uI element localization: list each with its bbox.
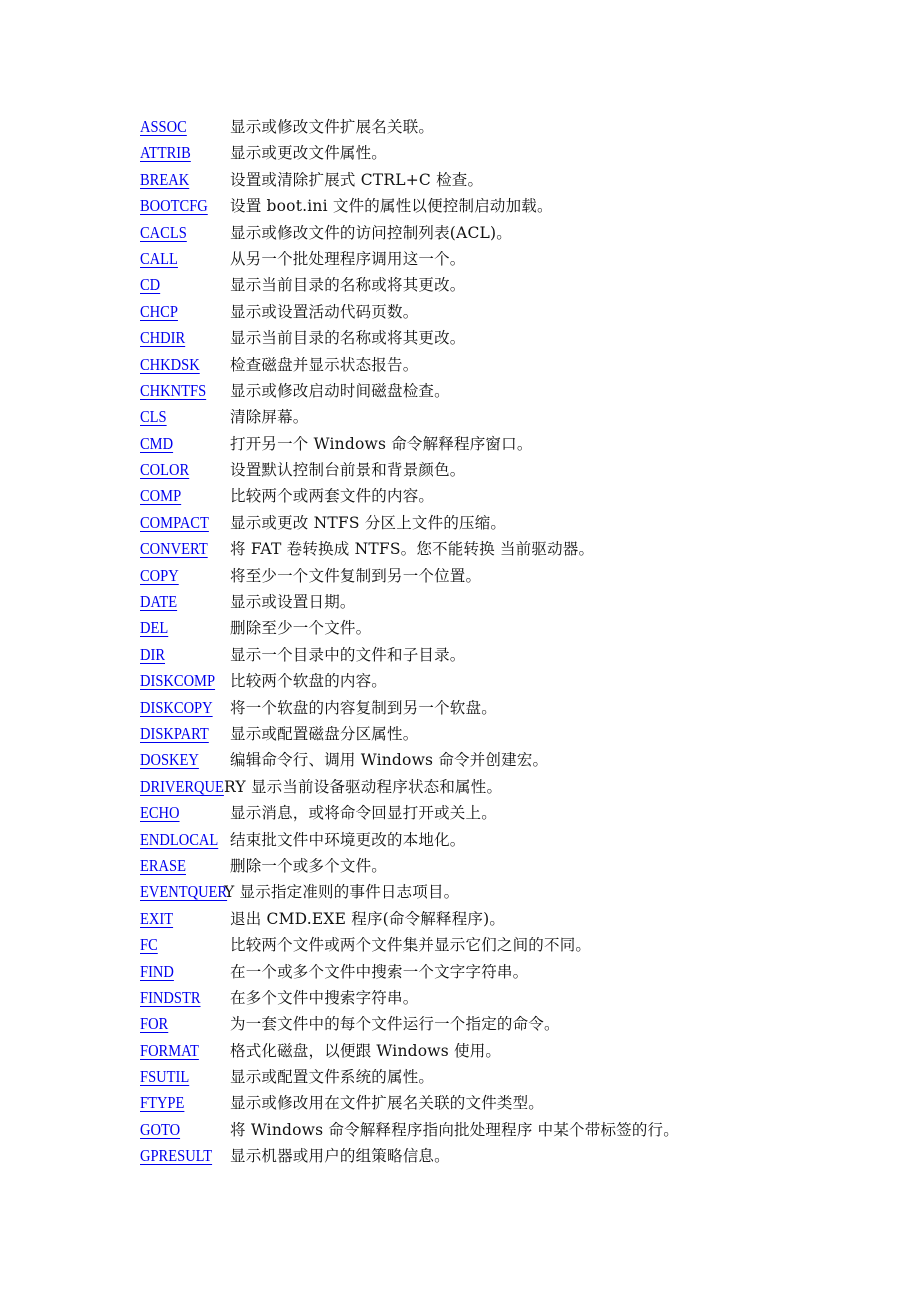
- command-description: 编辑命令行、调用 Windows 命令并创建宏。: [230, 751, 549, 770]
- command-row: [140, 747, 880, 773]
- command-row: [140, 853, 880, 879]
- command-link-comp[interactable]: COMP: [140, 486, 182, 506]
- command-row: [140, 906, 880, 932]
- command-link-assoc[interactable]: ASSOC: [140, 117, 187, 136]
- command-link-del[interactable]: DEL: [140, 618, 169, 638]
- command-link-cd[interactable]: CD: [140, 275, 161, 295]
- command-description: 比较两个文件或两个文件集并显示它们之间的不同。: [230, 936, 592, 955]
- command-link-diskcopy[interactable]: DISKCOPY: [140, 697, 213, 717]
- command-link-dir[interactable]: DIR: [140, 644, 166, 664]
- command-description: RY 显示当前设备驱动程序状态和属性。: [224, 777, 503, 796]
- command-description: 显示机器或用户的组策略信息。: [230, 1147, 450, 1166]
- command-link-fc[interactable]: FC: [140, 935, 158, 955]
- command-description: 显示或配置磁盘分区属性。: [230, 724, 419, 743]
- command-row: [140, 774, 880, 800]
- command-description: 设置或清除扩展式 CTRL+C 检查。: [230, 170, 484, 189]
- command-row: [140, 457, 880, 483]
- command-description: 显示当前目录的名称或将其更改。: [230, 276, 466, 295]
- command-link-attrib[interactable]: ATTRIB: [140, 143, 191, 163]
- command-link-bootcfg[interactable]: BOOTCFG: [140, 196, 208, 216]
- command-row: [140, 299, 880, 325]
- command-description: 结束批文件中环境更改的本地化。: [230, 830, 466, 849]
- command-description: 为一套文件中的每个文件运行一个指定的命令。: [230, 1015, 560, 1034]
- command-description: 在一个或多个文件中搜索一个文字字符串。: [230, 962, 529, 981]
- command-description: 清除屏幕。: [230, 408, 309, 427]
- command-link-exit[interactable]: EXIT: [140, 908, 174, 928]
- command-description: 在多个文件中搜索字符串。: [230, 988, 419, 1007]
- command-row: [140, 668, 880, 694]
- command-link-chcp[interactable]: CHCP: [140, 301, 178, 321]
- command-link-eventquer[interactable]: EVENTQUER: [140, 882, 228, 902]
- command-link-cacls[interactable]: CACLS: [140, 222, 187, 242]
- command-row: [140, 510, 880, 536]
- command-link-diskcomp[interactable]: DISKCOMP: [140, 671, 216, 691]
- command-row: [140, 615, 880, 641]
- command-row: [140, 193, 880, 219]
- command-description: Y 显示指定准则的事件日志项目。: [224, 883, 460, 902]
- command-row: [140, 1064, 880, 1090]
- command-row: [140, 985, 880, 1011]
- command-row: [140, 959, 880, 985]
- command-description: 显示一个目录中的文件和子目录。: [230, 645, 466, 664]
- command-description: 显示或修改文件的访问控制列表(ACL)。: [230, 223, 512, 242]
- command-description: 将 Windows 命令解释程序指向批处理程序 中某个带标签的行。: [230, 1120, 679, 1139]
- command-link-color[interactable]: COLOR: [140, 460, 190, 480]
- command-row: [140, 1143, 880, 1169]
- command-link-chkdsk[interactable]: CHKDSK: [140, 354, 200, 374]
- command-link-compact[interactable]: COMPACT: [140, 512, 209, 532]
- command-description: 设置 boot.ini 文件的属性以便控制启动加载。: [230, 197, 553, 216]
- command-description: 显示或设置日期。: [230, 593, 356, 612]
- command-link-convert[interactable]: CONVERT: [140, 539, 208, 559]
- command-link-copy[interactable]: COPY: [140, 565, 179, 585]
- command-row: [140, 246, 880, 272]
- command-description: 将至少一个文件复制到另一个位置。: [230, 566, 482, 585]
- command-description: 显示或更改文件属性。: [230, 144, 388, 163]
- command-link-gpresult[interactable]: GPRESULT: [140, 1146, 213, 1166]
- command-description: 显示或设置活动代码页数。: [230, 302, 419, 321]
- command-link-format[interactable]: FORMAT: [140, 1040, 199, 1060]
- command-description: 比较两个软盘的内容。: [230, 672, 388, 691]
- command-description: 比较两个或两套文件的内容。: [230, 487, 435, 506]
- command-description: 显示消息，或将命令回显打开或关上。: [230, 804, 497, 823]
- command-row: [140, 1090, 880, 1116]
- command-link-chdir[interactable]: CHDIR: [140, 328, 186, 348]
- command-description: 将一个软盘的内容复制到另一个软盘。: [230, 698, 497, 717]
- command-description: 显示或修改用在文件扩展名关联的文件类型。: [230, 1094, 545, 1113]
- command-row: [140, 536, 880, 562]
- command-description: 将 FAT 卷转换成 NTFS。您不能转换 当前驱动器。: [230, 540, 595, 559]
- command-row: [140, 932, 880, 958]
- command-row: [140, 167, 880, 193]
- command-description: 显示或配置文件系统的属性。: [230, 1068, 435, 1087]
- command-link-driverque[interactable]: DRIVERQUE: [140, 776, 224, 796]
- command-row: [140, 1117, 880, 1143]
- command-row: [140, 325, 880, 351]
- command-link-find[interactable]: FIND: [140, 961, 174, 981]
- command-row: [140, 721, 880, 747]
- command-link-call[interactable]: CALL: [140, 248, 178, 268]
- command-row: [140, 563, 880, 589]
- command-row: [140, 140, 880, 166]
- command-description: 删除一个或多个文件。: [230, 856, 388, 875]
- command-link-chkntfs[interactable]: CHKNTFS: [140, 380, 207, 400]
- command-link-break[interactable]: BREAK: [140, 169, 190, 189]
- command-row: [140, 220, 880, 246]
- command-row: [140, 800, 880, 826]
- command-link-fsutil[interactable]: FSUTIL: [140, 1067, 190, 1087]
- command-link-date[interactable]: DATE: [140, 592, 178, 612]
- command-row: [140, 114, 880, 140]
- command-link-findstr[interactable]: FINDSTR: [140, 987, 201, 1007]
- command-description: 显示或更改 NTFS 分区上文件的压缩。: [230, 513, 507, 532]
- command-link-echo[interactable]: ECHO: [140, 803, 180, 823]
- command-description: 显示当前目录的名称或将其更改。: [230, 329, 466, 348]
- command-list: [140, 114, 880, 1170]
- command-description: 显示或修改启动时间磁盘检查。: [230, 381, 450, 400]
- command-row: [140, 431, 880, 457]
- command-row: [140, 404, 880, 430]
- command-description: 设置默认控制台前景和背景颜色。: [230, 461, 466, 480]
- command-description: 显示或修改文件扩展名关联。: [230, 118, 435, 136]
- command-description: 从另一个批处理程序调用这一个。: [230, 249, 466, 268]
- command-description: 打开另一个 Windows 命令解释程序窗口。: [230, 434, 533, 453]
- command-row: [140, 827, 880, 853]
- command-link-for[interactable]: FOR: [140, 1014, 169, 1034]
- command-row: [140, 272, 880, 298]
- command-row: [140, 1011, 880, 1037]
- command-link-cls[interactable]: CLS: [140, 407, 167, 427]
- command-row: [140, 589, 880, 615]
- command-description: 检查磁盘并显示状态报告。: [230, 355, 419, 374]
- command-row: [140, 352, 880, 378]
- command-description: 删除至少一个文件。: [230, 619, 372, 638]
- command-link-erase[interactable]: ERASE: [140, 855, 186, 875]
- command-row: [140, 879, 880, 905]
- command-link-cmd[interactable]: CMD: [140, 433, 174, 453]
- command-link-diskpart[interactable]: DISKPART: [140, 723, 209, 743]
- command-link-endlocal[interactable]: ENDLOCAL: [140, 829, 219, 849]
- command-row: [140, 1038, 880, 1064]
- command-link-goto[interactable]: GOTO: [140, 1119, 181, 1139]
- command-row: [140, 483, 880, 509]
- command-row: [140, 695, 880, 721]
- command-row: [140, 378, 880, 404]
- command-link-doskey[interactable]: DOSKEY: [140, 750, 199, 770]
- command-row: [140, 642, 880, 668]
- command-link-ftype[interactable]: FTYPE: [140, 1093, 185, 1113]
- command-description: 退出 CMD.EXE 程序(命令解释程序)。: [230, 909, 506, 928]
- command-description: 格式化磁盘，以便跟 Windows 使用。: [230, 1041, 502, 1060]
